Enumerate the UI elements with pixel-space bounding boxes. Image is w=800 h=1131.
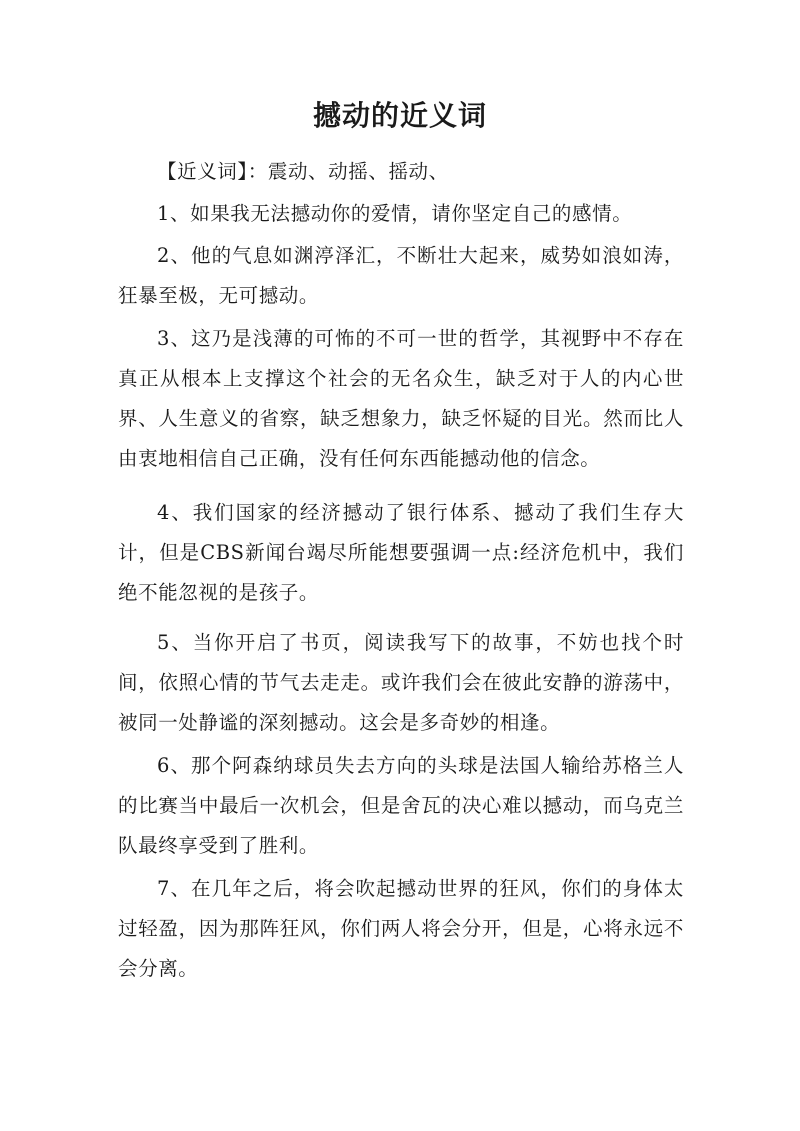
paragraph-example-7: 7、在几年之后，将会吹起撼动世界的狂风，你们的身体太过轻盈，因为那阵狂风，你们两人将会分开，但是，心将永远不会分离。 [118, 877, 684, 980]
paragraph-example-6: 6、那个阿森纳球员失去方向的头球是法国人输给苏格兰人的比赛当中最后一次机会，但是舍瓦的决心难以撼动，而乌克兰队最终享受到了胜利。 [118, 754, 684, 857]
paragraph-example-2: 2、他的气息如渊渟泽汇，不断壮大起来，威势如浪如涛，狂暴至极，无可撼动。 [118, 244, 684, 307]
paragraph-synonyms: 【近义词】：震动、动摇、摇动、 [157, 160, 449, 183]
page-title: 撼动的近义词 [312, 99, 487, 132]
paragraph-example-3: 3、这乃是浅薄的可怖的不可一世的哲学，其视野中不存在真正从根本上支撑这个社会的无名众生，缺乏对于人的内心世界、人生意义的省察，缺乏想象力，缺乏怀疑的目光。然而比人由衷地相信自己正确，没有任何东西能撼动他的信念。 [118, 327, 684, 470]
document-body [118, 152, 684, 989]
paragraph-example-5: 5、当你开启了书页，阅读我写下的故事，不妨也找个时间，依照心情的节气去走走。或许我们会在彼此安静的游荡中，被同一处静谧的深刻撼动。这会是多奇妙的相逢。 [118, 631, 684, 734]
paragraph-example-1: 1、如果我无法撼动你的爱情，请你坚定自己的感情。 [157, 202, 633, 225]
paragraph-example-4: 4、我们国家的经济撼动了银行体系、撼动了我们生存大计，但是CBS新闻台竭尽所能想要强调一点:经济危机中，我们绝不能忽视的是孩子。 [118, 501, 684, 604]
